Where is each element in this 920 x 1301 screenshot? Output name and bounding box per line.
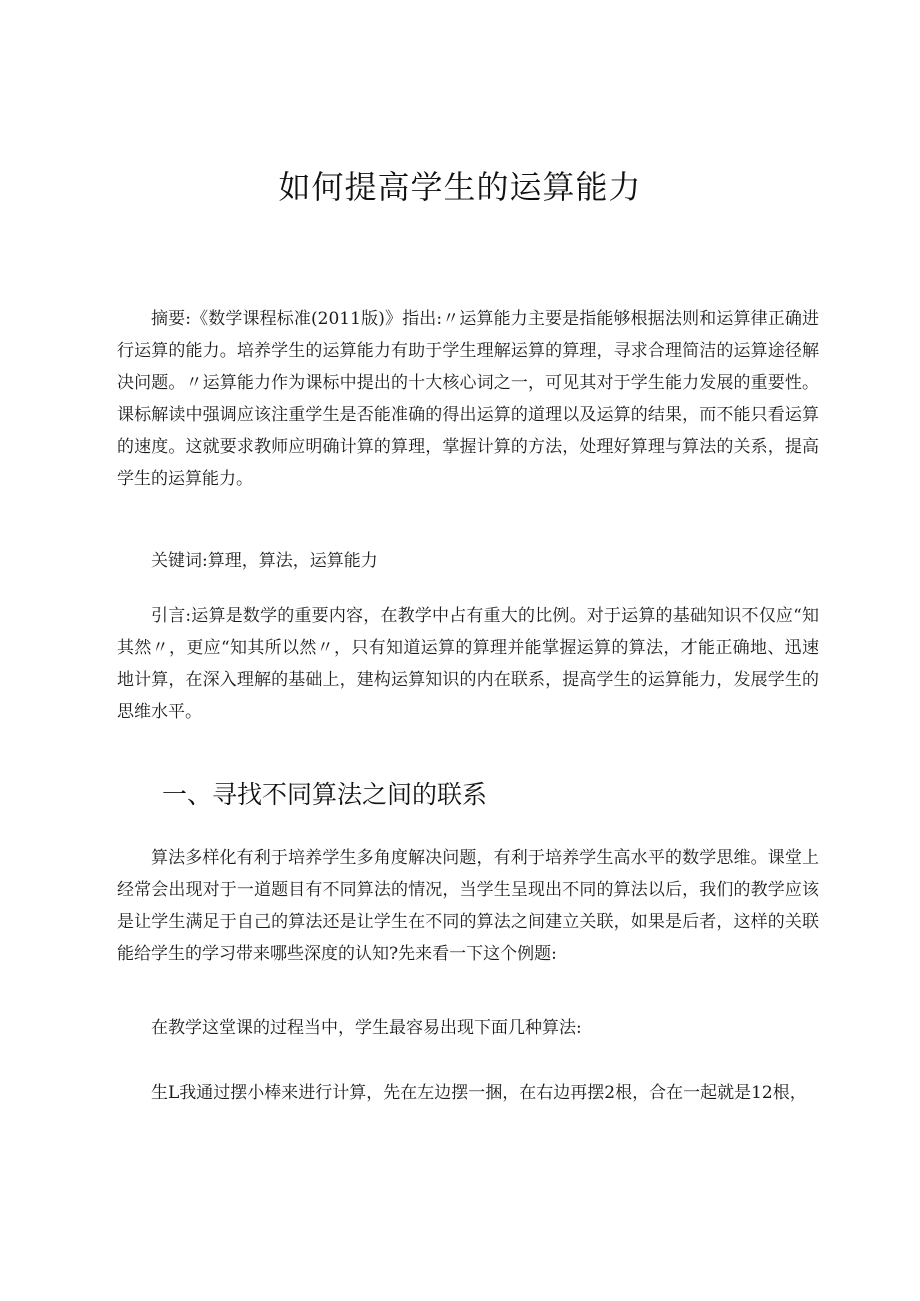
keywords-paragraph: 关键词:算理，算法，运算能力: [151, 551, 378, 571]
abstract-paragraph: 摘要:《数学课程标准(2011版)》指出:〃运算能力主要是指能够根据法则和运算律正确进行运算的能力。培养学生的运算能力有助于学生理解运算的算理，寻求合理简洁的运算途径解决问题。〃运算能力作为课标中提出的十大核心词之一，可见其对于学生能力发展的重要性。课标解读中强调应该注重学生是否能准确的得出运算的道理以及运算的结果，而不能只看运算的速度。这就要求教师应明确计算的算理，掌握计算的方法，处理好算理与算法的关系，提高学生的运算能力。: [117, 309, 819, 489]
section-1-heading: 一、寻找不同算法之间的联系: [162, 780, 488, 809]
section-1-paragraph-1: 算法多样化有利于培养学生多角度解决问题，有利于培养学生高水平的数学思维。课堂上经常会出现对于一道题目有不同算法的情况，当学生呈现出不同的算法以后，我们的教学应该是让学生满足于自己的算法还是让学生在不同的算法之间建立关联，如果是后者，这样的关联能给学生的学习带来哪些深度的认知?先来看一下这个例题:: [117, 848, 819, 964]
document-title: 如何提高学生的运算能力: [278, 168, 642, 206]
section-1-paragraph-2: 在教学这堂课的过程当中，学生最容易出现下面几种算法:: [151, 1018, 582, 1038]
section-1-paragraph-3: 生L我通过摆小棒来进行计算，先在左边摆一捆，在右边再摆2根，合在一起就是12根，: [151, 1083, 807, 1103]
introduction-paragraph: 引言:运算是数学的重要内容，在教学中占有重大的比例。对于运算的基础知识不仅应“知其然〃，更应“知其所以然〃，只有知道运算的算理并能掌握运算的算法，才能正确地、迅速地计算，在深入理解的基础上，建构运算知识的内在联系，提高学生的运算能力，发展学生的思维水平。: [117, 606, 819, 722]
